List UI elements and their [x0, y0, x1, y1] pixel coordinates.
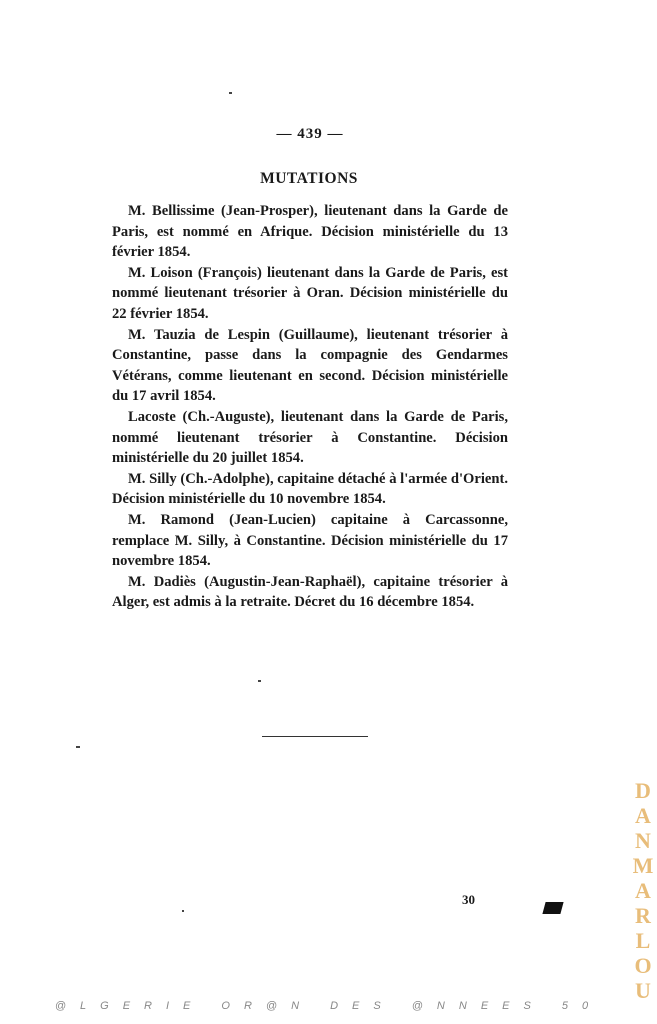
paragraph-loison: M. Loison (François) lieutenant dans la Garde de Paris, est nommé lieutenant trésorier à Oran. Décision ministérielle du 22 février 1854. [112, 264, 508, 322]
ink-speck [229, 92, 232, 94]
section-divider [262, 736, 368, 737]
footer-caption: @LGERIE OR@N DES @NNEES 50 [54, 1000, 603, 1012]
paragraph-ramond: M. Ramond (Jean-Lucien) capitaine à Carcassonne, remplace M. Silly, à Constantine. Décision ministérielle du 17 novembre 1854. [112, 511, 508, 570]
ink-speck [182, 910, 184, 912]
paragraph-silly: M. Silly (Ch.-Adolphe), capitaine détaché à l'armée d'Orient. Décision ministérielle du 10 novembre 1854. [112, 470, 508, 508]
section-heading: MUTATIONS [260, 170, 358, 187]
watermark: DANMARLOU [632, 778, 654, 1003]
paragraph-bellissime: M. Bellissime (Jean-Prosper), lieutenant dans la Garde de Paris, est nommé en Afrique. Décision ministérielle du 13 février 1854. [112, 203, 508, 261]
ink-speck [258, 680, 261, 682]
page-number: — 439 — [276, 126, 344, 142]
ink-speck [76, 746, 80, 748]
ink-blot [542, 902, 563, 914]
sheet-number: 30 [462, 892, 475, 907]
paragraph-dadies: M. Dadiès (Augustin-Jean-Raphaël), capitaine trésorier à Alger, est admis à la retraite. Décret du 16 décembre 1854. [112, 573, 508, 611]
mutations-text [112, 201, 508, 613]
paragraph-lacoste: Lacoste (Ch.-Auguste), lieutenant dans la Garde de Paris, nommé lieutenant trésorier à Constantine. Décision ministérielle du 20 juillet 1854. [112, 408, 508, 467]
paragraph-tauzia: M. Tauzia de Lespin (Guillaume), lieutenant trésorier à Constantine, passe dans la compagnie des Gendarmes Vétérans, comme lieutenant en second. Décision ministérielle du 17 avril 1854. [112, 326, 508, 405]
